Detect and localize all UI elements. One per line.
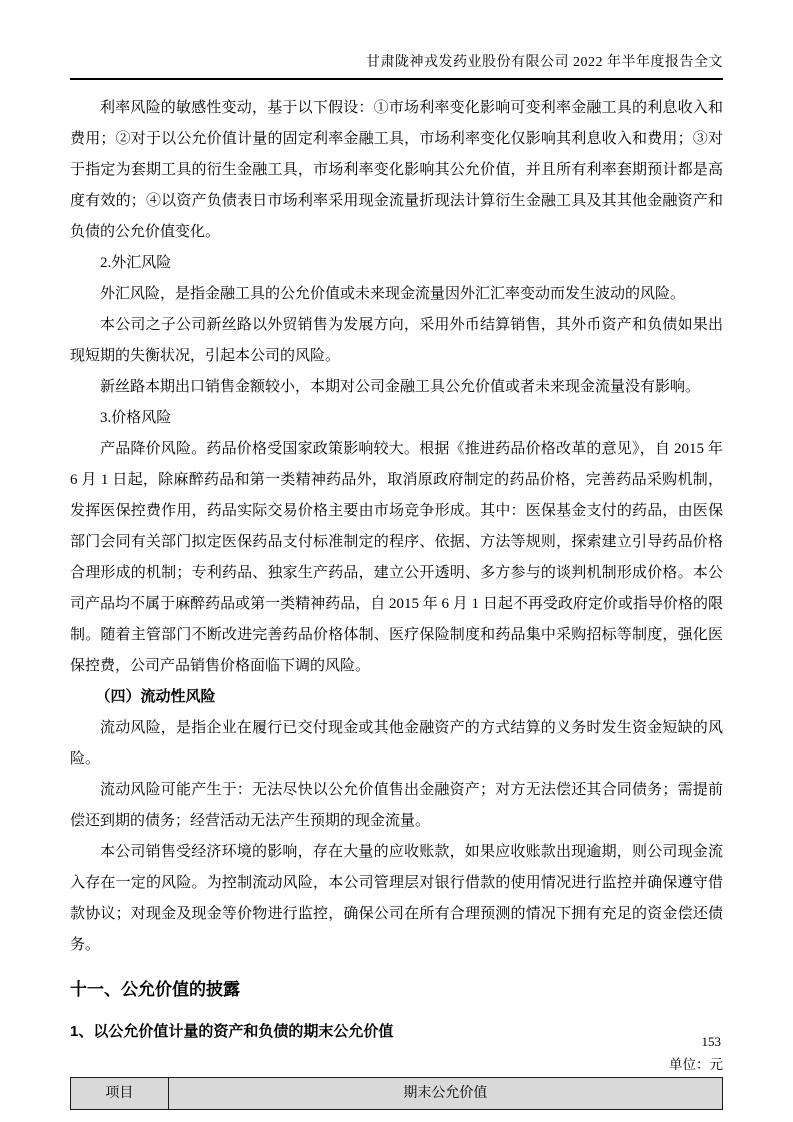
fair-value-table <box>70 1077 723 1110</box>
report-title: 甘肃陇神戎发药业股份有限公司 2022 年半年度报告全文 <box>366 55 723 70</box>
table-header-row <box>71 1078 723 1110</box>
paragraph-liquidity-sources: 流动风险可能产生于：无法尽快以公允价值售出金融资产；对方无法偿还其合同债务；需提前偿还到期的债务；经营活动无法产生预期的现金流量。 <box>70 782 723 829</box>
section-heading-fair-value-disclosure: 十一、公允价值的披露 <box>70 980 240 999</box>
paragraph-liquidity-control: 本公司销售受经济环境的影响，存在大量的应收账款，如果应收账款出现逾期，则公司现金流入存在一定的风险。为控制流动风险，本公司管理层对银行借款的使用情况进行监控并确保遵守借款协议；对现金及现金等价物进行监控，确保公司在所有合理预测的情况下拥有充足的资金偿还债务。 <box>70 844 723 953</box>
fair-value-table-header <box>71 1078 723 1110</box>
table-header-item: 项目 <box>71 1078 169 1110</box>
subsection-heading-period-end-fair-value: 1、以公允价值计量的资产和负债的期末公允价值 <box>70 1023 394 1040</box>
heading-liquidity-risk: （四）流动性风险 <box>95 689 216 705</box>
heading-foreign-exchange-risk: 2.外汇风险 <box>100 255 172 271</box>
paragraph-fx-subsidiary: 本公司之子公司新丝路以外贸销售为发展方向，采用外币结算销售，其外币资产和负债如果出现短期的失衡状况，引起本公司的风险。 <box>70 317 723 364</box>
paragraph-interest-rate-sensitivity: 利率风险的敏感性变动，基于以下假设：①市场利率变化影响可变利率金融工具的利息收入和费用；②对于以公允价值计量的固定利率金融工具，市场利率变化仅影响其利息收入和费用；③对于指定为套期工具的衍生金融工具，市场利率变化影响其公允价值，并且所有利率套期预计都是高度有效的；④以资产负债表日市场利率采用现金流量折现法计算衍生金融工具及其其他金融资产和负债的公允价值变化。 <box>70 100 723 240</box>
header-divider <box>70 78 723 80</box>
page-number: 153 <box>701 1034 721 1049</box>
heading-price-risk: 3.价格风险 <box>100 410 172 426</box>
paragraph-fx-risk-definition: 外汇风险，是指金融工具的公允价值或未来现金流量因外汇汇率变动而发生波动的风险。 <box>100 286 686 302</box>
unit-label: 单位：元 <box>669 1057 723 1072</box>
page-header <box>70 52 723 80</box>
table-header-fair-value: 期末公允价值 <box>168 1078 722 1110</box>
paragraph-fx-impact: 新丝路本期出口销售金额较小，本期对公司金融工具公允价值或者未来现金流量没有影响。 <box>100 379 701 395</box>
paragraph-price-risk-detail: 产品降价风险。药品价格受国家政策影响较大。根据《推进药品价格改革的意见》，自 2015 年 6 月 1 日起，除麻醉药品和第一类精神药品外，取消原政府制定的药品价格，完善药品采购机制，发挥医保控费作用，药品实际交易价格主要由市场竞争形成。其中：医保基金支付的药品，由医保部门会同有关部门拟定医保药品支付标准制定的程序、依据、方法等规则，探索建立引导药品价格合理形成的机制；专利药品、独家生产药品，建立公开透明、多方参与的谈判机制形成价格。本公司产品均不属于麻醉药品或第一类精神药品，自 2015 年 6 月 1 日起不再受政府定价或指导价格的限制。随着主管部门不断改进完善药品价格体制、医疗保险制度和药品集中采购招标等制度，强化医保控费，公司产品销售价格面临下调的风险。 <box>70 441 723 674</box>
document-body <box>70 93 723 1110</box>
paragraph-liquidity-definition: 流动风险，是指企业在履行已交付现金或其他金融资产的方式结算的义务时发生资金短缺的风险。 <box>70 720 723 767</box>
